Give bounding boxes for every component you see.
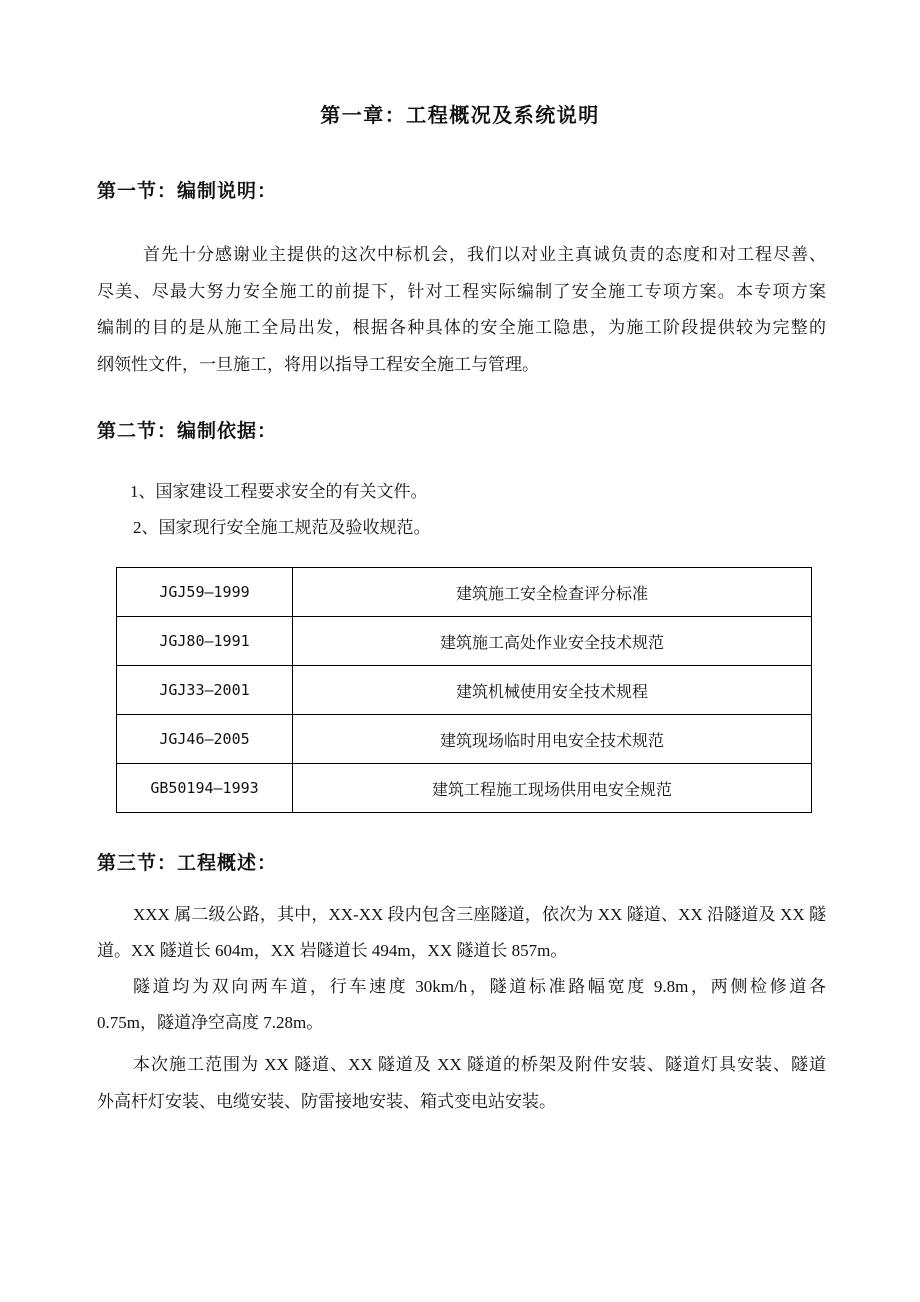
standard-code: GB50194—1993 [117, 764, 293, 813]
paragraph-line: 0.75m，隧道净空高度 7.28m。 [97, 1012, 324, 1032]
paragraph-line: 外高杆灯安装、电缆安装、防雷接地安装、箱式变电站安装。 [97, 1091, 556, 1111]
paragraph-line: 道。XX 隧道长 604m，XX 岩隧道长 494m，XX 隧道长 857m。 [97, 940, 568, 960]
paragraph-line: 本次施工范围为 XX 隧道、XX 隧道及 XX 隧道的桥架及附件安装、隧道灯具安装、隧道 [133, 1055, 826, 1074]
standard-code: JGJ46—2005 [117, 715, 293, 764]
standard-name: 建筑现场临时用电安全技术规范 [293, 715, 812, 764]
standard-name: 建筑工程施工现场供用电安全规范 [293, 764, 812, 813]
standards-table [116, 567, 812, 813]
list-item: 1、国家建设工程要求安全的有关文件。 [130, 482, 428, 501]
table-row [117, 617, 812, 666]
overview-paragraph-2 [97, 969, 826, 1040]
table-row [117, 666, 812, 715]
section1-paragraph [97, 237, 826, 383]
paragraph-line: 首先十分感谢业主提供的这次中标机会，我们以对业主真诚负责的态度和对工程尽善、 [143, 245, 826, 264]
standard-code: JGJ33—2001 [117, 666, 293, 715]
standard-name: 建筑机械使用安全技术规程 [293, 666, 812, 715]
paragraph-line: 尽美、尽最大努力安全施工的前提下，针对工程实际编制了安全施工专项方案。本专项方案 [97, 281, 826, 301]
overview-paragraph-3 [97, 1047, 826, 1120]
section2-heading: 第二节：编制依据： [97, 420, 278, 442]
standard-code: JGJ59—1999 [117, 568, 293, 617]
basis-list [130, 474, 431, 546]
table-row [117, 715, 812, 764]
table-row [117, 568, 812, 617]
paragraph-line: XXX 属二级公路，其中，XX-XX 段内包含三座隧道，依次为 XX 隧道、XX 沿隧道及 XX 隧 [133, 905, 826, 924]
paragraph-line: 编制的目的是从施工全局出发，根据各种具体的安全施工隐患，为施工阶段提供较为完整的 [97, 318, 826, 337]
overview-paragraph-1 [97, 897, 826, 968]
paragraph-line: 纲领性文件，一旦施工，将用以指导工程安全施工与管理。 [97, 354, 539, 374]
table-row [117, 764, 812, 813]
list-item: 2、国家现行安全施工规范及验收规范。 [133, 518, 431, 537]
paragraph-line: 隧道均为双向两车道，行车速度 30km/h，隧道标准路幅宽度 9.8m，两侧检修道各 [133, 977, 826, 996]
section1-heading: 第一节：编制说明： [97, 180, 278, 202]
section3-heading: 第三节：工程概述： [97, 852, 278, 874]
standard-code: JGJ80—1991 [117, 617, 293, 666]
standard-name: 建筑施工安全检查评分标准 [293, 568, 812, 617]
standard-name: 建筑施工高处作业安全技术规范 [293, 617, 812, 666]
chapter-title: 第一章：工程概况及系统说明 [320, 103, 600, 127]
